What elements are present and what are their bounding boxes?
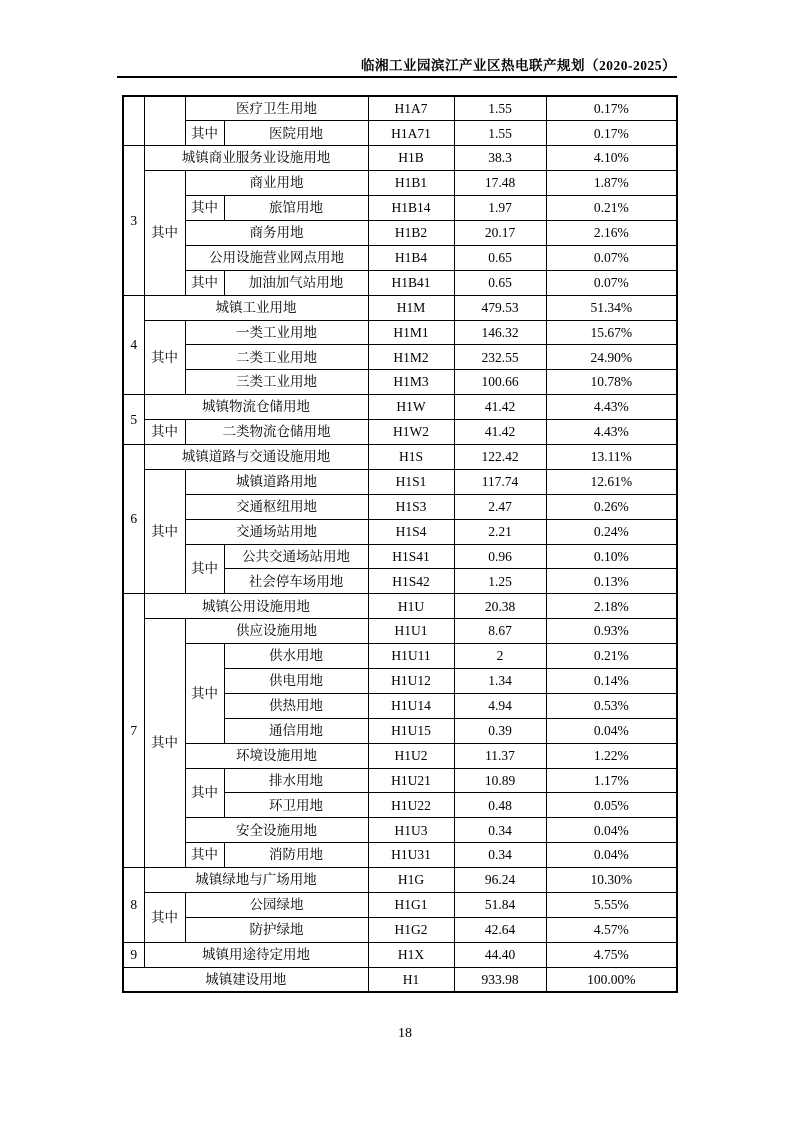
table-row — [123, 818, 677, 843]
subcategory-label: 其中 — [185, 270, 224, 295]
percentage-value: 0.10% — [546, 544, 677, 569]
row-index: 8 — [123, 868, 144, 943]
subcategory-label: 其中 — [185, 196, 224, 221]
table-row — [123, 345, 677, 370]
area-value: 479.53 — [454, 295, 546, 320]
land-use-code: H1U31 — [368, 843, 454, 868]
table-row — [123, 220, 677, 245]
land-use-name: 供应设施用地 — [185, 619, 368, 644]
percentage-value: 4.75% — [546, 942, 677, 967]
land-use-name: 医院用地 — [224, 121, 368, 146]
row-index: 5 — [123, 395, 144, 445]
land-use-name: 城镇工业用地 — [144, 295, 368, 320]
subcategory-label: 其中 — [144, 469, 185, 593]
percentage-value: 2.16% — [546, 220, 677, 245]
land-use-code: H1B4 — [368, 245, 454, 270]
table-row — [123, 370, 677, 395]
land-use-name: 防护绿地 — [185, 917, 368, 942]
percentage-value: 5.55% — [546, 893, 677, 918]
area-value: 17.48 — [454, 171, 546, 196]
header-rule — [117, 76, 677, 78]
land-use-code: H1U22 — [368, 793, 454, 818]
land-use-name: 公园绿地 — [185, 893, 368, 918]
area-value: 0.34 — [454, 818, 546, 843]
land-use-code: H1S1 — [368, 469, 454, 494]
land-use-code: H1U1 — [368, 619, 454, 644]
table-row — [123, 594, 677, 619]
table-row — [123, 768, 677, 793]
percentage-value: 4.10% — [546, 146, 677, 171]
land-use-name: 排水用地 — [224, 768, 368, 793]
land-use-name: 二类工业用地 — [185, 345, 368, 370]
area-value: 933.98 — [454, 967, 546, 992]
area-value: 20.38 — [454, 594, 546, 619]
table-row — [123, 743, 677, 768]
percentage-value: 0.13% — [546, 569, 677, 594]
percentage-value: 0.07% — [546, 270, 677, 295]
land-use-name: 消防用地 — [224, 843, 368, 868]
area-value: 1.97 — [454, 196, 546, 221]
percentage-value: 2.18% — [546, 594, 677, 619]
land-use-code: H1S3 — [368, 494, 454, 519]
area-value: 0.65 — [454, 270, 546, 295]
land-use-code: H1U15 — [368, 718, 454, 743]
area-value: 1.34 — [454, 668, 546, 693]
area-value: 0.96 — [454, 544, 546, 569]
land-use-code: H1W2 — [368, 420, 454, 445]
area-value: 0.39 — [454, 718, 546, 743]
land-use-name: 供电用地 — [224, 668, 368, 693]
land-use-code: H1U21 — [368, 768, 454, 793]
land-use-name: 城镇绿地与广场用地 — [144, 868, 368, 893]
area-value: 11.37 — [454, 743, 546, 768]
area-value: 51.84 — [454, 893, 546, 918]
land-use-name: 社会停车场用地 — [224, 569, 368, 594]
land-use-code: H1B — [368, 146, 454, 171]
area-value: 117.74 — [454, 469, 546, 494]
table-row — [123, 967, 677, 992]
area-value: 44.40 — [454, 942, 546, 967]
table-row — [123, 444, 677, 469]
land-use-name: 通信用地 — [224, 718, 368, 743]
percentage-value: 0.14% — [546, 668, 677, 693]
land-use-code: H1B41 — [368, 270, 454, 295]
area-value: 1.55 — [454, 121, 546, 146]
subcategory-label: 其中 — [144, 320, 185, 395]
land-use-table — [122, 95, 678, 993]
table-row — [123, 320, 677, 345]
area-value: 2.47 — [454, 494, 546, 519]
land-use-code: H1M1 — [368, 320, 454, 345]
land-use-name: 二类物流仓储用地 — [185, 420, 368, 445]
area-value: 96.24 — [454, 868, 546, 893]
percentage-value: 0.04% — [546, 718, 677, 743]
percentage-value: 100.00% — [546, 967, 677, 992]
land-use-code: H1A7 — [368, 96, 454, 121]
area-value: 0.34 — [454, 843, 546, 868]
subcategory-label: 其中 — [185, 768, 224, 818]
land-use-code: H1B1 — [368, 171, 454, 196]
land-use-code: H1U3 — [368, 818, 454, 843]
table-row — [123, 295, 677, 320]
percentage-value: 1.17% — [546, 768, 677, 793]
land-use-table-body — [123, 96, 677, 992]
percentage-value: 4.57% — [546, 917, 677, 942]
area-value: 2.21 — [454, 519, 546, 544]
subcategory-label: 其中 — [185, 121, 224, 146]
table-row — [123, 245, 677, 270]
table-row — [123, 893, 677, 918]
empty-cell — [123, 96, 144, 146]
land-use-name: 一类工业用地 — [185, 320, 368, 345]
land-use-code: H1S41 — [368, 544, 454, 569]
subcategory-label: 其中 — [144, 420, 185, 445]
land-use-name: 公共交通场站用地 — [224, 544, 368, 569]
land-use-name: 城镇建设用地 — [123, 967, 368, 992]
land-use-code: H1U14 — [368, 693, 454, 718]
table-row — [123, 196, 677, 221]
percentage-value: 0.21% — [546, 644, 677, 669]
table-row — [123, 146, 677, 171]
row-index: 9 — [123, 942, 144, 967]
area-value: 146.32 — [454, 320, 546, 345]
table-row — [123, 270, 677, 295]
land-use-code: H1M3 — [368, 370, 454, 395]
land-use-code: H1G2 — [368, 917, 454, 942]
percentage-value: 0.53% — [546, 693, 677, 718]
table-row — [123, 469, 677, 494]
area-value: 4.94 — [454, 693, 546, 718]
land-use-name: 城镇物流仓储用地 — [144, 395, 368, 420]
area-value: 41.42 — [454, 395, 546, 420]
percentage-value: 0.26% — [546, 494, 677, 519]
row-index: 7 — [123, 594, 144, 868]
land-use-code: H1M2 — [368, 345, 454, 370]
land-use-name: 加油加气站用地 — [224, 270, 368, 295]
land-use-code: H1U11 — [368, 644, 454, 669]
land-use-code: H1W — [368, 395, 454, 420]
land-use-name: 三类工业用地 — [185, 370, 368, 395]
land-use-code: H1U — [368, 594, 454, 619]
land-use-name: 环境设施用地 — [185, 743, 368, 768]
area-value: 42.64 — [454, 917, 546, 942]
land-use-code: H1U12 — [368, 668, 454, 693]
percentage-value: 13.11% — [546, 444, 677, 469]
subcategory-label: 其中 — [144, 893, 185, 943]
percentage-value: 0.07% — [546, 245, 677, 270]
land-use-code: H1B14 — [368, 196, 454, 221]
table-row — [123, 868, 677, 893]
land-use-name: 城镇公用设施用地 — [144, 594, 368, 619]
area-value: 100.66 — [454, 370, 546, 395]
percentage-value: 0.05% — [546, 793, 677, 818]
land-use-code: H1X — [368, 942, 454, 967]
subcategory-label: 其中 — [144, 171, 185, 295]
land-use-name: 公用设施营业网点用地 — [185, 245, 368, 270]
land-use-code: H1S4 — [368, 519, 454, 544]
land-use-code: H1S — [368, 444, 454, 469]
area-value: 8.67 — [454, 619, 546, 644]
land-use-name: 安全设施用地 — [185, 818, 368, 843]
land-use-code: H1S42 — [368, 569, 454, 594]
land-use-code: H1 — [368, 967, 454, 992]
area-value: 41.42 — [454, 420, 546, 445]
land-use-code: H1G1 — [368, 893, 454, 918]
percentage-value: 10.78% — [546, 370, 677, 395]
percentage-value: 0.93% — [546, 619, 677, 644]
area-value: 20.17 — [454, 220, 546, 245]
table-row — [123, 843, 677, 868]
percentage-value: 24.90% — [546, 345, 677, 370]
land-use-name: 环卫用地 — [224, 793, 368, 818]
area-value: 0.48 — [454, 793, 546, 818]
land-use-name: 商务用地 — [185, 220, 368, 245]
table-row — [123, 494, 677, 519]
area-value: 38.3 — [454, 146, 546, 171]
land-use-name: 城镇商业服务业设施用地 — [144, 146, 368, 171]
table-row — [123, 519, 677, 544]
land-use-name: 供水用地 — [224, 644, 368, 669]
land-use-name: 城镇道路与交通设施用地 — [144, 444, 368, 469]
percentage-value: 4.43% — [546, 420, 677, 445]
table-row — [123, 619, 677, 644]
land-use-name: 城镇用途待定用地 — [144, 942, 368, 967]
subcategory-label: 其中 — [185, 644, 224, 744]
percentage-value: 51.34% — [546, 295, 677, 320]
percentage-value: 1.87% — [546, 171, 677, 196]
area-value: 122.42 — [454, 444, 546, 469]
percentage-value: 4.43% — [546, 395, 677, 420]
percentage-value: 0.17% — [546, 121, 677, 146]
table-row — [123, 644, 677, 669]
percentage-value: 0.24% — [546, 519, 677, 544]
table-row — [123, 942, 677, 967]
percentage-value: 10.30% — [546, 868, 677, 893]
percentage-value: 0.04% — [546, 818, 677, 843]
percentage-value: 0.21% — [546, 196, 677, 221]
area-value: 232.55 — [454, 345, 546, 370]
land-use-code: H1G — [368, 868, 454, 893]
page-header-title: 临湘工业园滨江产业区热电联产规划（2020-2025） — [361, 58, 676, 73]
area-value: 1.25 — [454, 569, 546, 594]
area-value: 10.89 — [454, 768, 546, 793]
land-use-name: 交通枢纽用地 — [185, 494, 368, 519]
table-row — [123, 420, 677, 445]
area-value: 0.65 — [454, 245, 546, 270]
table-row — [123, 96, 677, 121]
land-use-code: H1M — [368, 295, 454, 320]
empty-cell — [144, 96, 185, 146]
page-number: 18 — [398, 1026, 412, 1041]
land-use-name: 交通场站用地 — [185, 519, 368, 544]
subcategory-label: 其中 — [185, 544, 224, 594]
land-use-name: 商业用地 — [185, 171, 368, 196]
land-use-name: 旅馆用地 — [224, 196, 368, 221]
table-row — [123, 121, 677, 146]
land-use-code: H1B2 — [368, 220, 454, 245]
row-index: 3 — [123, 146, 144, 295]
percentage-value: 1.22% — [546, 743, 677, 768]
subcategory-label: 其中 — [144, 619, 185, 868]
area-value: 1.55 — [454, 96, 546, 121]
table-row — [123, 171, 677, 196]
area-value: 2 — [454, 644, 546, 669]
percentage-value: 0.17% — [546, 96, 677, 121]
land-use-name: 供热用地 — [224, 693, 368, 718]
table-row — [123, 544, 677, 569]
table-row — [123, 395, 677, 420]
land-use-code: H1U2 — [368, 743, 454, 768]
percentage-value: 12.61% — [546, 469, 677, 494]
percentage-value: 0.04% — [546, 843, 677, 868]
row-index: 6 — [123, 444, 144, 593]
land-use-name: 医疗卫生用地 — [185, 96, 368, 121]
row-index: 4 — [123, 295, 144, 395]
land-use-name: 城镇道路用地 — [185, 469, 368, 494]
percentage-value: 15.67% — [546, 320, 677, 345]
table-row — [123, 917, 677, 942]
land-use-code: H1A71 — [368, 121, 454, 146]
subcategory-label: 其中 — [185, 843, 224, 868]
